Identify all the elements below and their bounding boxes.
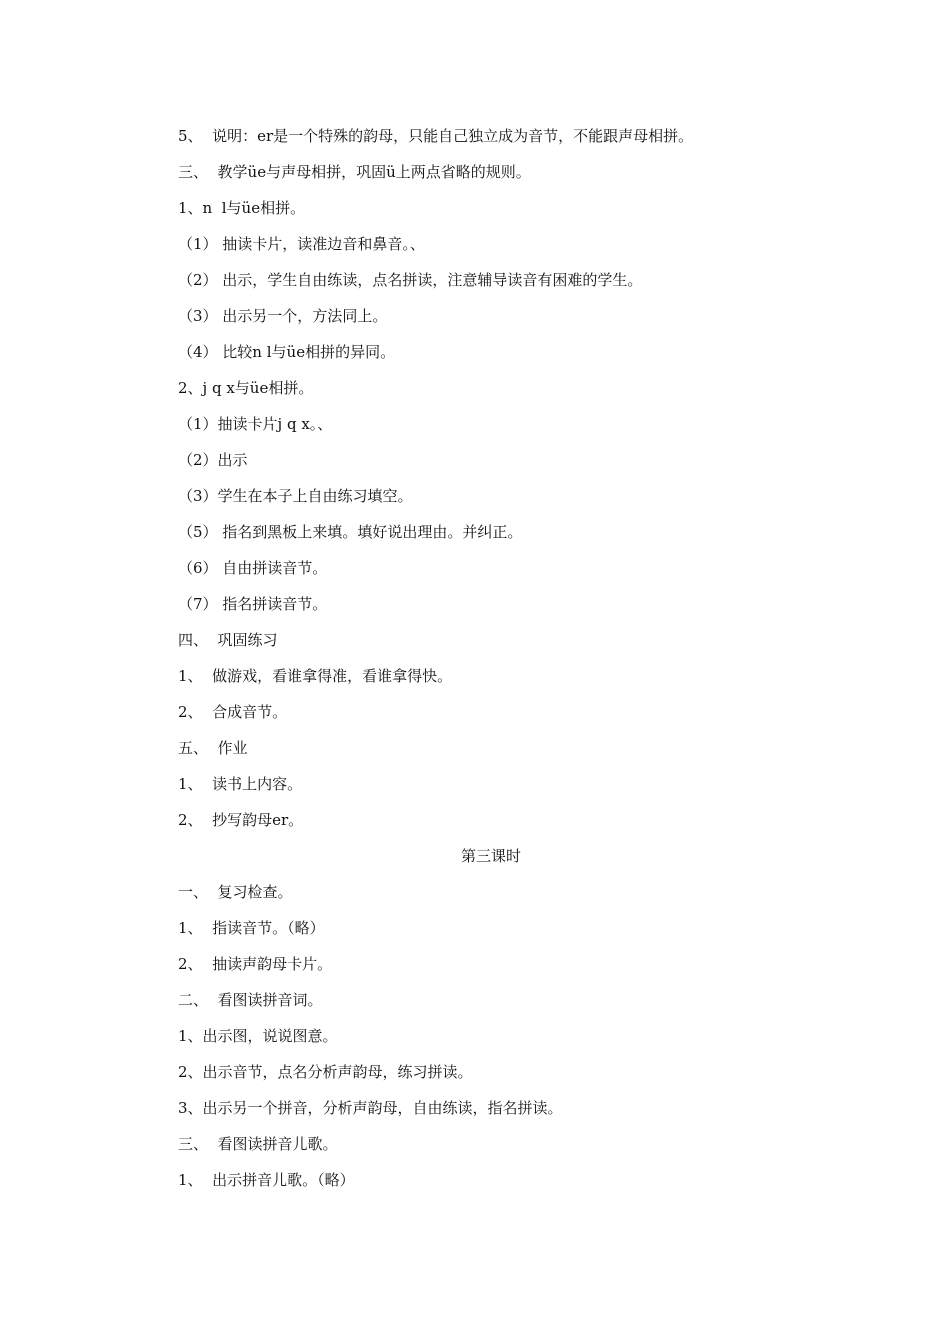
text-line: 2、j q x与üe相拼。 — [178, 379, 314, 397]
text-line: （2）出示 — [178, 451, 248, 469]
text-line: （3）学生在本子上自由练习填空。 — [178, 487, 413, 505]
text-line: （1）抽读卡片j q x。、 — [178, 415, 333, 433]
section-heading: 一、 复习检查。 — [178, 883, 293, 901]
text-line: 1、n l与üe相拼。 — [178, 199, 306, 217]
section-heading: 二、 看图读拼音词。 — [178, 991, 323, 1009]
text-line: 2、 抄写韵母er。 — [178, 811, 304, 829]
text-line: 1、 出示拼音儿歌。（略） — [178, 1171, 355, 1189]
text-line: 2、 抽读声韵母卡片。 — [178, 955, 333, 973]
section-heading: 三、 教学üe与声母相拼，巩固ü上两点省略的规则。 — [178, 163, 531, 181]
text-line: 2、出示音节，点名分析声韵母，练习拼读。 — [178, 1063, 473, 1081]
text-line: （6） 自由拼读音节。 — [178, 559, 328, 577]
text-line: 1、 读书上内容。 — [178, 775, 303, 793]
text-line: 1、 做游戏，看谁拿得准，看谁拿得快。 — [178, 667, 453, 685]
lesson-title: 第三课时 — [460, 847, 521, 865]
text-line: 5、 说明：er是一个特殊的韵母，只能自己独立成为音节，不能跟声母相拼。 — [178, 127, 694, 145]
section-heading: 三、 看图读拼音儿歌。 — [178, 1135, 338, 1153]
text-line: （7） 指名拼读音节。 — [178, 595, 328, 613]
text-line: 2、 合成音节。 — [178, 703, 288, 721]
text-line: 1、出示图，说说图意。 — [178, 1027, 338, 1045]
text-line: （5） 指名到黑板上来填。填好说出理由。并纠正。 — [178, 523, 523, 541]
section-heading: 四、 巩固练习 — [178, 631, 278, 649]
text-line: （4） 比较n l与üe相拼的异同。 — [178, 343, 396, 361]
text-line: 3、出示另一个拼音，分析声韵母，自由练读，指名拼读。 — [178, 1099, 563, 1117]
text-line: （1） 抽读卡片，读准边音和鼻音。、 — [178, 235, 425, 253]
section-heading: 五、 作业 — [178, 739, 248, 757]
text-line: （3） 出示另一个，方法同上。 — [178, 307, 388, 325]
text-line: 1、 指读音节。（略） — [178, 919, 325, 937]
text-line: （2） 出示，学生自由练读，点名拼读，注意辅导读音有困难的学生。 — [178, 271, 643, 289]
